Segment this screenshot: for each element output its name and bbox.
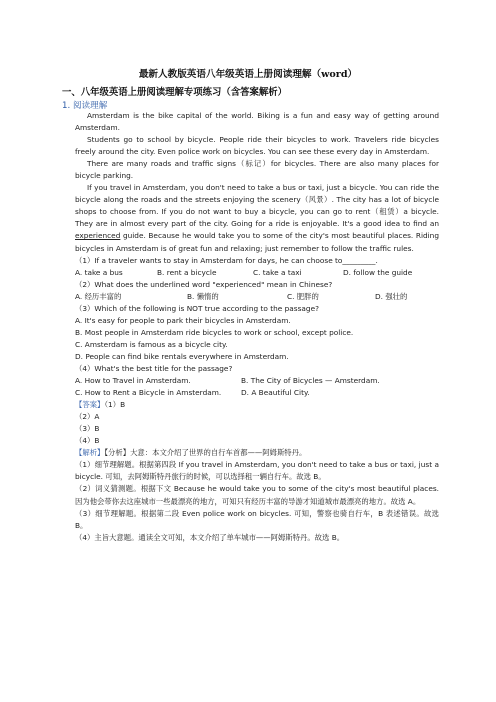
question-stem: （2）What does the underlined word "experienced" mean in Chinese? xyxy=(75,279,333,289)
item-label: 阅读理解 xyxy=(72,101,108,111)
section-heading: 一、八年级英语上册阅读理解专项练习（含答案解析） xyxy=(62,87,288,98)
option-row xyxy=(75,291,439,303)
option-row xyxy=(75,267,439,279)
passage-paragraph: There are many roads and traffic signs（标记）for bicycles. There are also many places for bicycle parking. xyxy=(75,159,439,181)
question-stem: （1）If a traveler wants to stay in Amsterdam for days, he can choose to_________. xyxy=(75,255,378,265)
answer-line xyxy=(75,399,439,411)
answer-value: （4）B xyxy=(75,436,100,446)
underlined-word: experienced xyxy=(75,231,121,241)
passage-paragraph: Students go to school by bicycle. People ride their bicycles to work. Travelers ride bicycles freely around the city. Even police work on bicycles. You can see these every day in Amsterdam. xyxy=(75,135,439,157)
option-row xyxy=(75,375,439,387)
passage-text: guide. Because he would take you to some of the city's most beautiful places. Riding bicycles in Amsterdam is of great fun and relaxing; just remember to follow the traffic rules. xyxy=(75,231,439,253)
analysis-intro xyxy=(75,447,439,459)
answer-value: （1）B xyxy=(104,400,126,410)
document-title: 最新人教版英语八年级英语上册阅读理解（word） xyxy=(138,69,358,80)
option: A. How to Travel in Amsterdam. xyxy=(75,376,191,386)
option: B. 懒惰的 xyxy=(187,291,219,301)
option: B. The City of Bicycles — Amsterdam. xyxy=(241,376,380,386)
option: C. 肥胖的 xyxy=(287,291,319,301)
passage-paragraph xyxy=(75,182,439,254)
option: C. Amsterdam is famous as a bicycle city. xyxy=(75,339,228,349)
analysis-item: （1）细节理解题。根据第四段 If you travel in Amsterdam, you don't need to take a bus or taxi, just a bicycle. 可知，去阿姆斯特丹旅行的时候，可以选择租一辆自行车。故选 B。 xyxy=(75,460,439,482)
passage-text: If you travel in Amsterdam, you don't need to take a bus or taxi, just a bicycle. You can ride the bicycle along the roads and the streets enjoying the scenery（风景）. The city has a lot of bicycle shops to choose from. If you do not want to buy a bicycle, you can go to rent（租赁）a bicycle. They are in almost every part of the city. Going for a ride is enjoyable. It's a good idea to find an xyxy=(75,183,439,229)
option-row xyxy=(75,387,439,399)
analysis-item: （2）词义猜测题。根据下文 Because he would take you to some of the city's most beautiful places. 因为他会带你去这座城市一些最漂亮的地方，可知只有经历丰富的导游才知道城市最漂亮的地方。故选 A。 xyxy=(75,484,439,506)
option: B. Most people in Amsterdam ride bicycles to work or school, except police. xyxy=(75,327,354,337)
option: C. How to Rent a Bicycle in Amsterdam. xyxy=(75,388,222,398)
analysis-text: 【分析】大意：本文介绍了世界的自行车首都——阿姆斯特丹。 xyxy=(104,448,307,458)
question-stem: （3）Which of the following is NOT true according to the passage? xyxy=(75,303,319,313)
option: D. follow the guide xyxy=(343,267,413,277)
answer-value: （3）B xyxy=(75,424,100,434)
passage-paragraph: Amsterdam is the bike capital of the world. Biking is a fun and easy way of getting around Amsterdam. xyxy=(75,111,439,133)
option: A. take a bus xyxy=(75,267,123,277)
option: C. take a taxi xyxy=(253,267,302,277)
analysis-item: （3）细节理解题。根据第二段 Even police work on bicycles. 可知，警察也骑自行车，B 表述错误。故选 B。 xyxy=(75,508,439,530)
answer-tag: 【答案】 xyxy=(75,400,105,410)
analysis-tag: 【解析】 xyxy=(75,448,105,458)
option: A. It's easy for people to park their bicycles in Amsterdam. xyxy=(75,315,291,325)
analysis-item: （4）主旨大意题。通读全文可知，本文介绍了单车城市——阿姆斯特丹。故选 B。 xyxy=(75,532,345,542)
question-stem: （4）What's the best title for the passage? xyxy=(75,363,233,373)
option: A. 经历丰富的 xyxy=(75,291,122,301)
option: D. 强壮的 xyxy=(375,291,408,301)
document-body xyxy=(75,110,439,544)
option: D. People can find bike rentals everywhere in Amsterdam. xyxy=(75,351,289,361)
option: B. rent a bicycle xyxy=(157,267,217,277)
item-number: 1. xyxy=(62,101,71,111)
answer-value: （2）A xyxy=(75,412,100,422)
option: D. A Beautiful City. xyxy=(241,388,310,398)
